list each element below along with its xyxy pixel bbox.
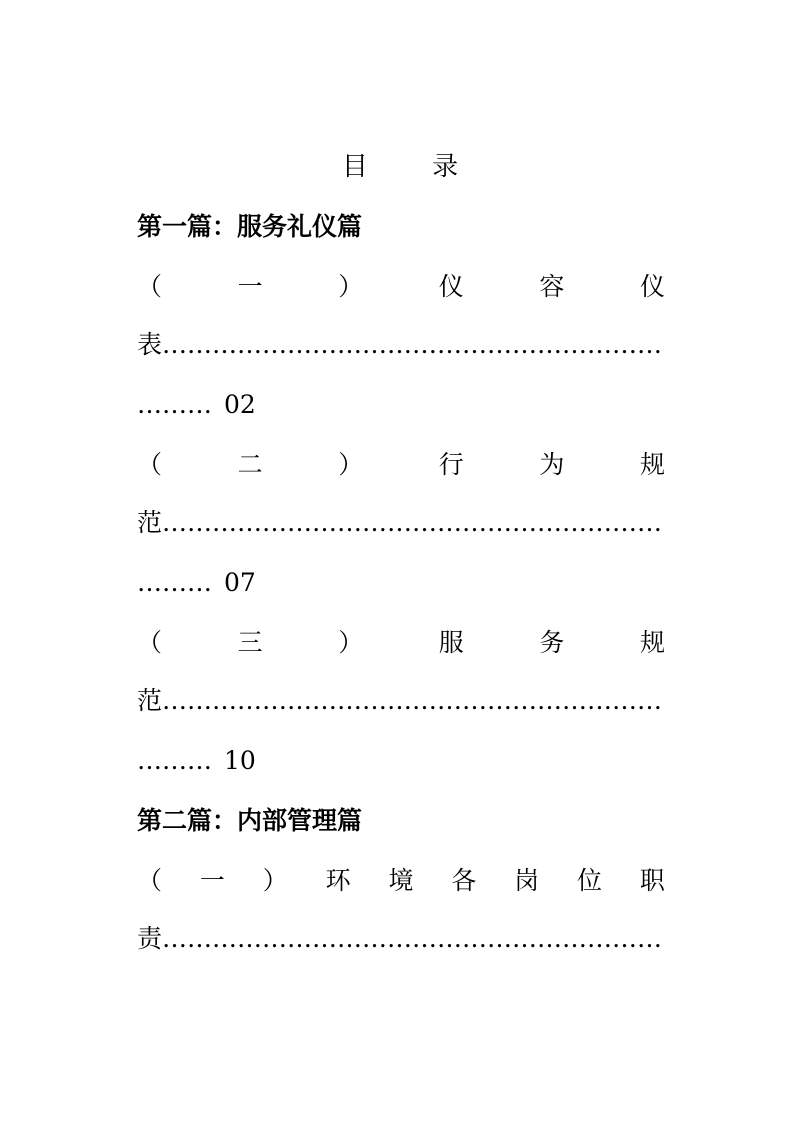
toc-char: 一 xyxy=(237,272,263,301)
toc-char: 一 xyxy=(199,866,225,895)
dot-leader: ……… xyxy=(137,746,212,775)
toc-entry-1-3-page xyxy=(137,744,665,778)
toc-char: 规 xyxy=(639,450,665,479)
toc-char: ） xyxy=(338,450,364,479)
dot-leader: ……… xyxy=(137,568,212,597)
toc-char: 行 xyxy=(438,450,464,479)
toc-char: 位 xyxy=(577,866,603,895)
toc-char: 规 xyxy=(639,628,665,657)
toc-char: ） xyxy=(338,628,364,657)
toc-char: 表 xyxy=(137,330,163,359)
toc-char: 责 xyxy=(137,924,163,953)
page-number: 10 xyxy=(224,746,256,775)
toc-char: （ xyxy=(137,628,163,657)
toc-entry-1-1-page xyxy=(137,388,665,422)
toc-char: 环 xyxy=(325,866,351,895)
toc-entry-1-3[interactable] xyxy=(137,626,665,660)
toc-char: 岗 xyxy=(514,866,540,895)
toc-entry-1-1-leader xyxy=(137,328,665,362)
toc-char: 职 xyxy=(639,866,665,895)
toc-char: ） xyxy=(338,272,364,301)
toc-char: 服 xyxy=(438,628,464,657)
toc-entry-1-2[interactable] xyxy=(137,448,665,482)
toc-char: 仪 xyxy=(438,272,464,301)
toc-char: 境 xyxy=(388,866,414,895)
toc-entry-1-2-page xyxy=(137,566,665,600)
toc-char: 范 xyxy=(137,508,163,537)
toc-entry-1-2-leader xyxy=(137,506,665,540)
toc-entry-2-1-leader xyxy=(137,922,665,956)
toc-char: ） xyxy=(262,866,288,895)
toc-char: （ xyxy=(137,272,163,301)
dot-leader: …………………………………………………… xyxy=(162,924,663,953)
toc-char: 务 xyxy=(539,628,565,657)
toc-entry-1-1[interactable] xyxy=(137,270,665,304)
dot-leader: …………………………………………………… xyxy=(162,330,663,359)
toc-char: 二 xyxy=(237,450,263,479)
page-number: 07 xyxy=(224,568,256,597)
page-number: 02 xyxy=(224,390,256,419)
toc-char: 范 xyxy=(137,686,163,715)
toc-title: 目 录 xyxy=(341,152,487,182)
section-heading-1: 第一篇：服务礼仪篇 xyxy=(137,212,363,241)
toc-char: （ xyxy=(137,450,163,479)
toc-char: 为 xyxy=(539,450,565,479)
toc-char: 各 xyxy=(451,866,477,895)
dot-leader: ……… xyxy=(137,390,212,419)
toc-entry-1-3-leader xyxy=(137,684,665,718)
toc-char: 仪 xyxy=(639,272,665,301)
dot-leader: …………………………………………………… xyxy=(162,508,663,537)
toc-entry-2-1[interactable] xyxy=(137,864,665,898)
toc-char: （ xyxy=(137,866,163,895)
toc-char: 三 xyxy=(237,628,263,657)
toc-char: 容 xyxy=(539,272,565,301)
section-heading-2: 第二篇：内部管理篇 xyxy=(137,806,363,835)
dot-leader: …………………………………………………… xyxy=(162,686,663,715)
